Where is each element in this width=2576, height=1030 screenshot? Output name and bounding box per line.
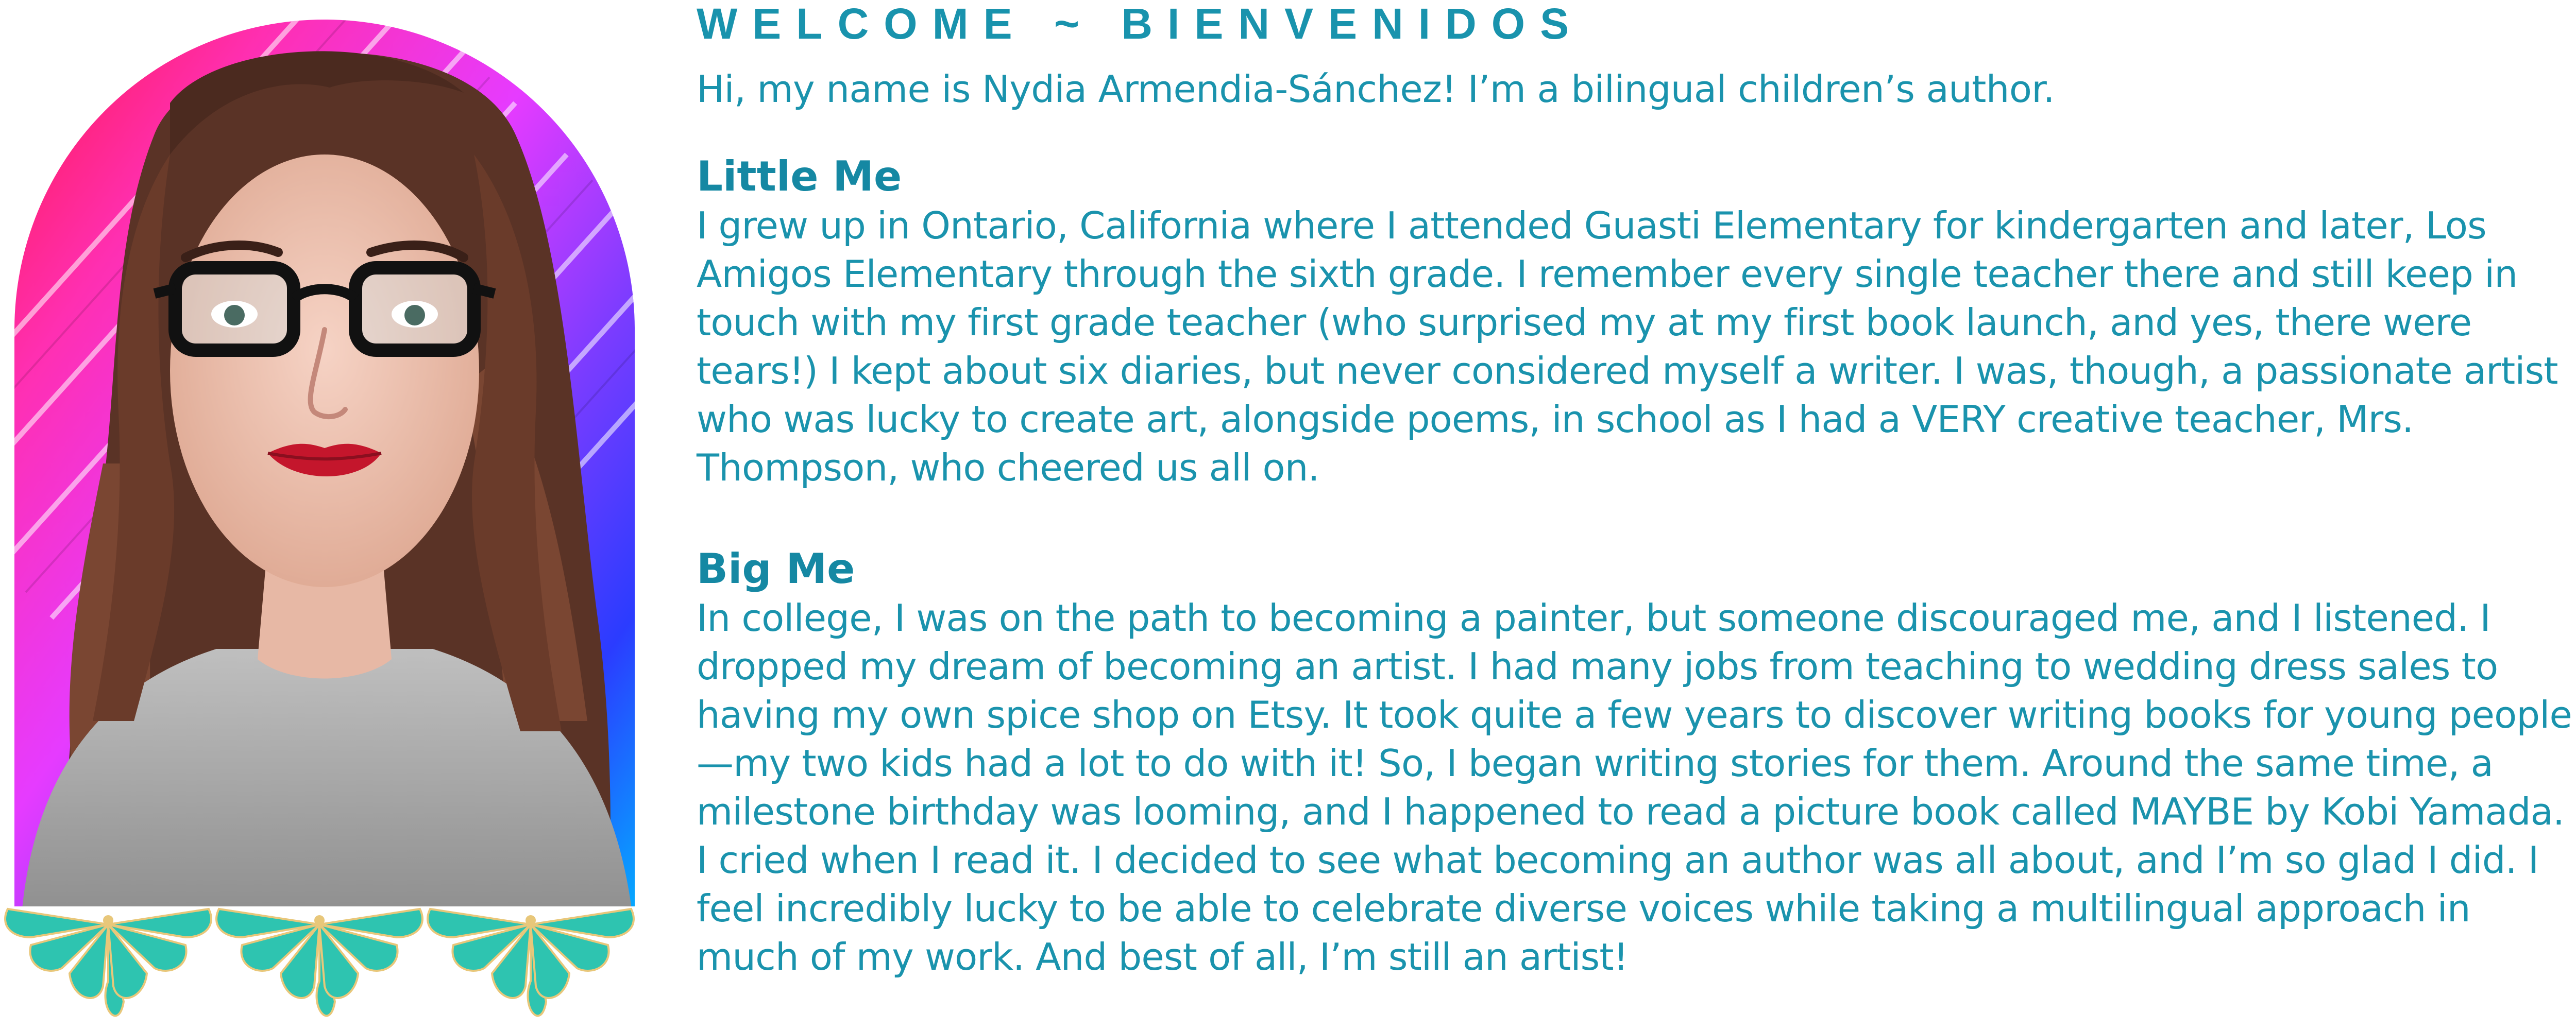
intro-text: Hi, my name is Nydia Armendia-Sánchez! I’m a bilingual children’s author. xyxy=(697,67,2055,111)
little-me-title: Little Me xyxy=(697,152,902,200)
little-me-body: I grew up in Ontario, California where I attended Guasti Elementary for kindergarten and later, Los Amigos Elementary through the sixth grade. I remember every single teacher there and still keep in touch with my first grade teacher (who surprised my at my first book launch, and yes, there were tears!) I kept about six diaries, but never considered myself a writer. I was, though, a passionate artist who was lucky to create art, alongside poems, in school as I had a VERY creative teacher, Mrs. Thompson, who cheered us all on. xyxy=(697,204,2558,489)
welcome-heading: WELCOME ~ BIENVENIDOS xyxy=(697,0,1584,48)
big-me-body: In college, I was on the path to becoming a painter, but someone discouraged me, and I listened. I dropped my dream of becoming an artist. I had many jobs from teaching to wedding dress sales to having my own spice shop on Etsy. It took quite a few years to discover writing books for young people—my two kids had a lot to do with it! So, I began writing stories for them. Around the same time, a milestone birthday was looming, and I happened to read a picture book called MAYBE by Kobi Yamada. I cried when I read it. I decided to see what becoming an author was all about, and I’m so glad I did. I feel incredibly lucky to be able to celebrate diverse voices while taking a multilingual approach in much of my work. And best of all, I’m still an artist! xyxy=(697,596,2572,978)
big-me-title: Big Me xyxy=(697,545,855,593)
fan-ornament-row xyxy=(5,909,634,1016)
author-portrait xyxy=(0,0,649,1030)
portrait-photo xyxy=(0,0,649,927)
about-content xyxy=(697,0,2572,1030)
